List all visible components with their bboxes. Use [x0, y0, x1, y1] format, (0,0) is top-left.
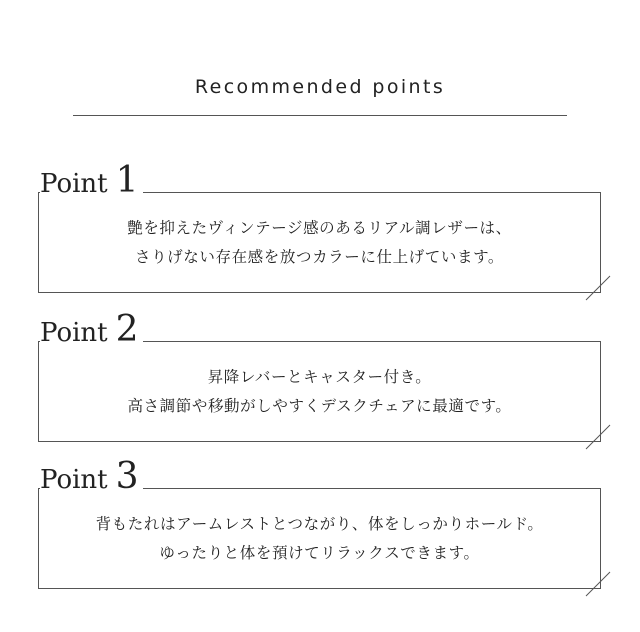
point-1-word: Point	[40, 169, 108, 199]
point-3-box	[38, 488, 601, 589]
point-1-line-1: 艶を抑えたヴィンテージ感のあるリアル調レザーは、	[127, 218, 512, 237]
point-3-word: Point	[40, 465, 108, 495]
point-2-line-1: 昇降レバーとキャスター付き。	[207, 367, 432, 386]
point-1-number: 1	[115, 160, 139, 201]
section-heading: Recommended points	[194, 76, 446, 98]
point-2-corner-slash-icon	[584, 423, 612, 451]
point-1-line-2: さりげない存在感を放つカラーに仕上げています。	[134, 247, 505, 266]
point-2-box	[38, 341, 601, 442]
point-1-label	[40, 160, 143, 201]
point-2-word: Point	[40, 318, 108, 348]
point-1-corner-slash-icon	[584, 274, 612, 302]
point-3-line-2: ゆったりと体を預けてリラックスできます。	[159, 543, 480, 562]
point-3-label	[40, 456, 143, 497]
point-2-label	[40, 309, 143, 350]
point-3-line-1: 背もたれはアームレストとつながり、体をしっかりホールド。	[95, 514, 544, 533]
point-3-corner-slash-icon	[584, 570, 612, 598]
point-3-number: 3	[115, 456, 139, 497]
point-2-line-2: 高さ調節や移動がしやすくデスクチェアに最適です。	[127, 396, 512, 415]
point-2-number: 2	[115, 309, 139, 350]
point-1-box	[38, 192, 601, 293]
heading-divider	[73, 115, 567, 116]
